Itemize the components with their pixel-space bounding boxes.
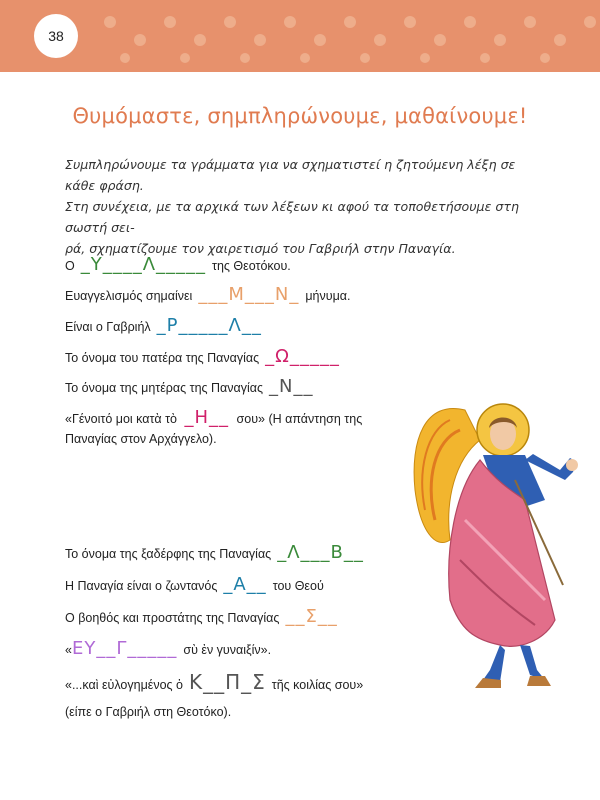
header-banner (0, 0, 600, 72)
exercise-row-2 (65, 284, 351, 305)
instruction-line: ρά, σχηματίζουμε τον χαιρετισμό του Γαβριήλ στην Παναγία. (65, 241, 456, 256)
row-text: Ευαγγελισμός σημαίνει (65, 289, 193, 303)
exercise-row-5 (65, 376, 320, 397)
banner-dots-decoration (0, 0, 600, 72)
exercise-row-8 (65, 574, 324, 595)
row-text: σὺ ἐν γυναιξίν». (183, 643, 272, 657)
fill-in-blank[interactable]: __Σ__ (285, 606, 338, 627)
fill-in-blank[interactable]: _Λ___Β__ (277, 542, 364, 563)
exercise-row-3 (65, 315, 268, 336)
row-text: του Θεού (272, 579, 324, 593)
page-title: Θυμόμαστε, σημπληρώνουμε, μαθαίνουμε! (72, 104, 528, 128)
row-text: Το όνομα της μητέρας της Παναγίας (65, 381, 264, 395)
row-text: τῆς κοιλίας σου» (271, 678, 364, 692)
row-text: «Γένοιτό μοι κατὰ τὸ (65, 412, 178, 426)
fill-in-blank[interactable]: _Α__ (223, 574, 267, 595)
exercise-row-4 (65, 346, 346, 367)
row-text: Ο (65, 259, 75, 273)
instructions (65, 154, 545, 259)
row-text: της Θεοτόκου. (212, 259, 291, 273)
row-text: « (65, 643, 72, 657)
exercise-row-9 (65, 606, 344, 627)
fill-in-blank[interactable]: ΕΥ__Γ_____ (71, 638, 178, 659)
row-text: (είπε ο Γαβριήλ στη Θεοτόκο). (65, 705, 232, 719)
instruction-line: Στη συνέχεια, με τα αρχικά των λέξεων κι αφού τα τοποθετήσουμε στη σωστή σει- (65, 199, 519, 235)
row-text: «...καὶ εὐλογημένος ὁ (65, 678, 183, 692)
fill-in-blank[interactable]: _Υ____Λ_____ (80, 254, 207, 275)
fill-in-blank[interactable]: _Ν__ (269, 376, 314, 397)
fill-in-blank[interactable]: _Η__ (184, 407, 230, 428)
page-number: 38 (34, 14, 78, 58)
row-text: σου» (Η απάντηση της Παναγίας στον Αρχάγγελο). (65, 412, 363, 446)
row-text: μήνυμα. (305, 289, 351, 303)
archangel-gabriel-illustration (405, 370, 595, 710)
exercise-row-1 (65, 254, 291, 275)
exercise-row-10 (65, 638, 271, 659)
fill-in-blank[interactable]: Κ__Π_Σ (189, 670, 266, 694)
row-text: Ο βοηθός και προστάτης της Παναγίας (65, 611, 280, 625)
exercise-row-11 (65, 670, 363, 694)
row-text: Είναι ο Γαβριήλ (65, 320, 151, 334)
exercise-row-6 (65, 408, 395, 449)
row-text: Το όνομα του πατέρα της Παναγίας (65, 351, 260, 365)
exercise-row-7 (65, 542, 370, 563)
row-text: Η Παναγία είναι ο ζωντανός (65, 579, 218, 593)
fill-in-blank[interactable]: _Ω_____ (265, 346, 340, 367)
instruction-line: Συμπληρώνουμε τα γράμματα για να σχηματιστεί η ζητούμενη λέξη σε κάθε φράση. (65, 157, 516, 193)
exercise-row-12 (65, 705, 231, 719)
fill-in-blank[interactable]: ___Μ___Ν_ (198, 284, 300, 305)
fill-in-blank[interactable]: _Ρ_____Λ__ (156, 315, 262, 336)
row-text: Το όνομα της ξαδέρφης της Παναγίας (65, 547, 272, 561)
